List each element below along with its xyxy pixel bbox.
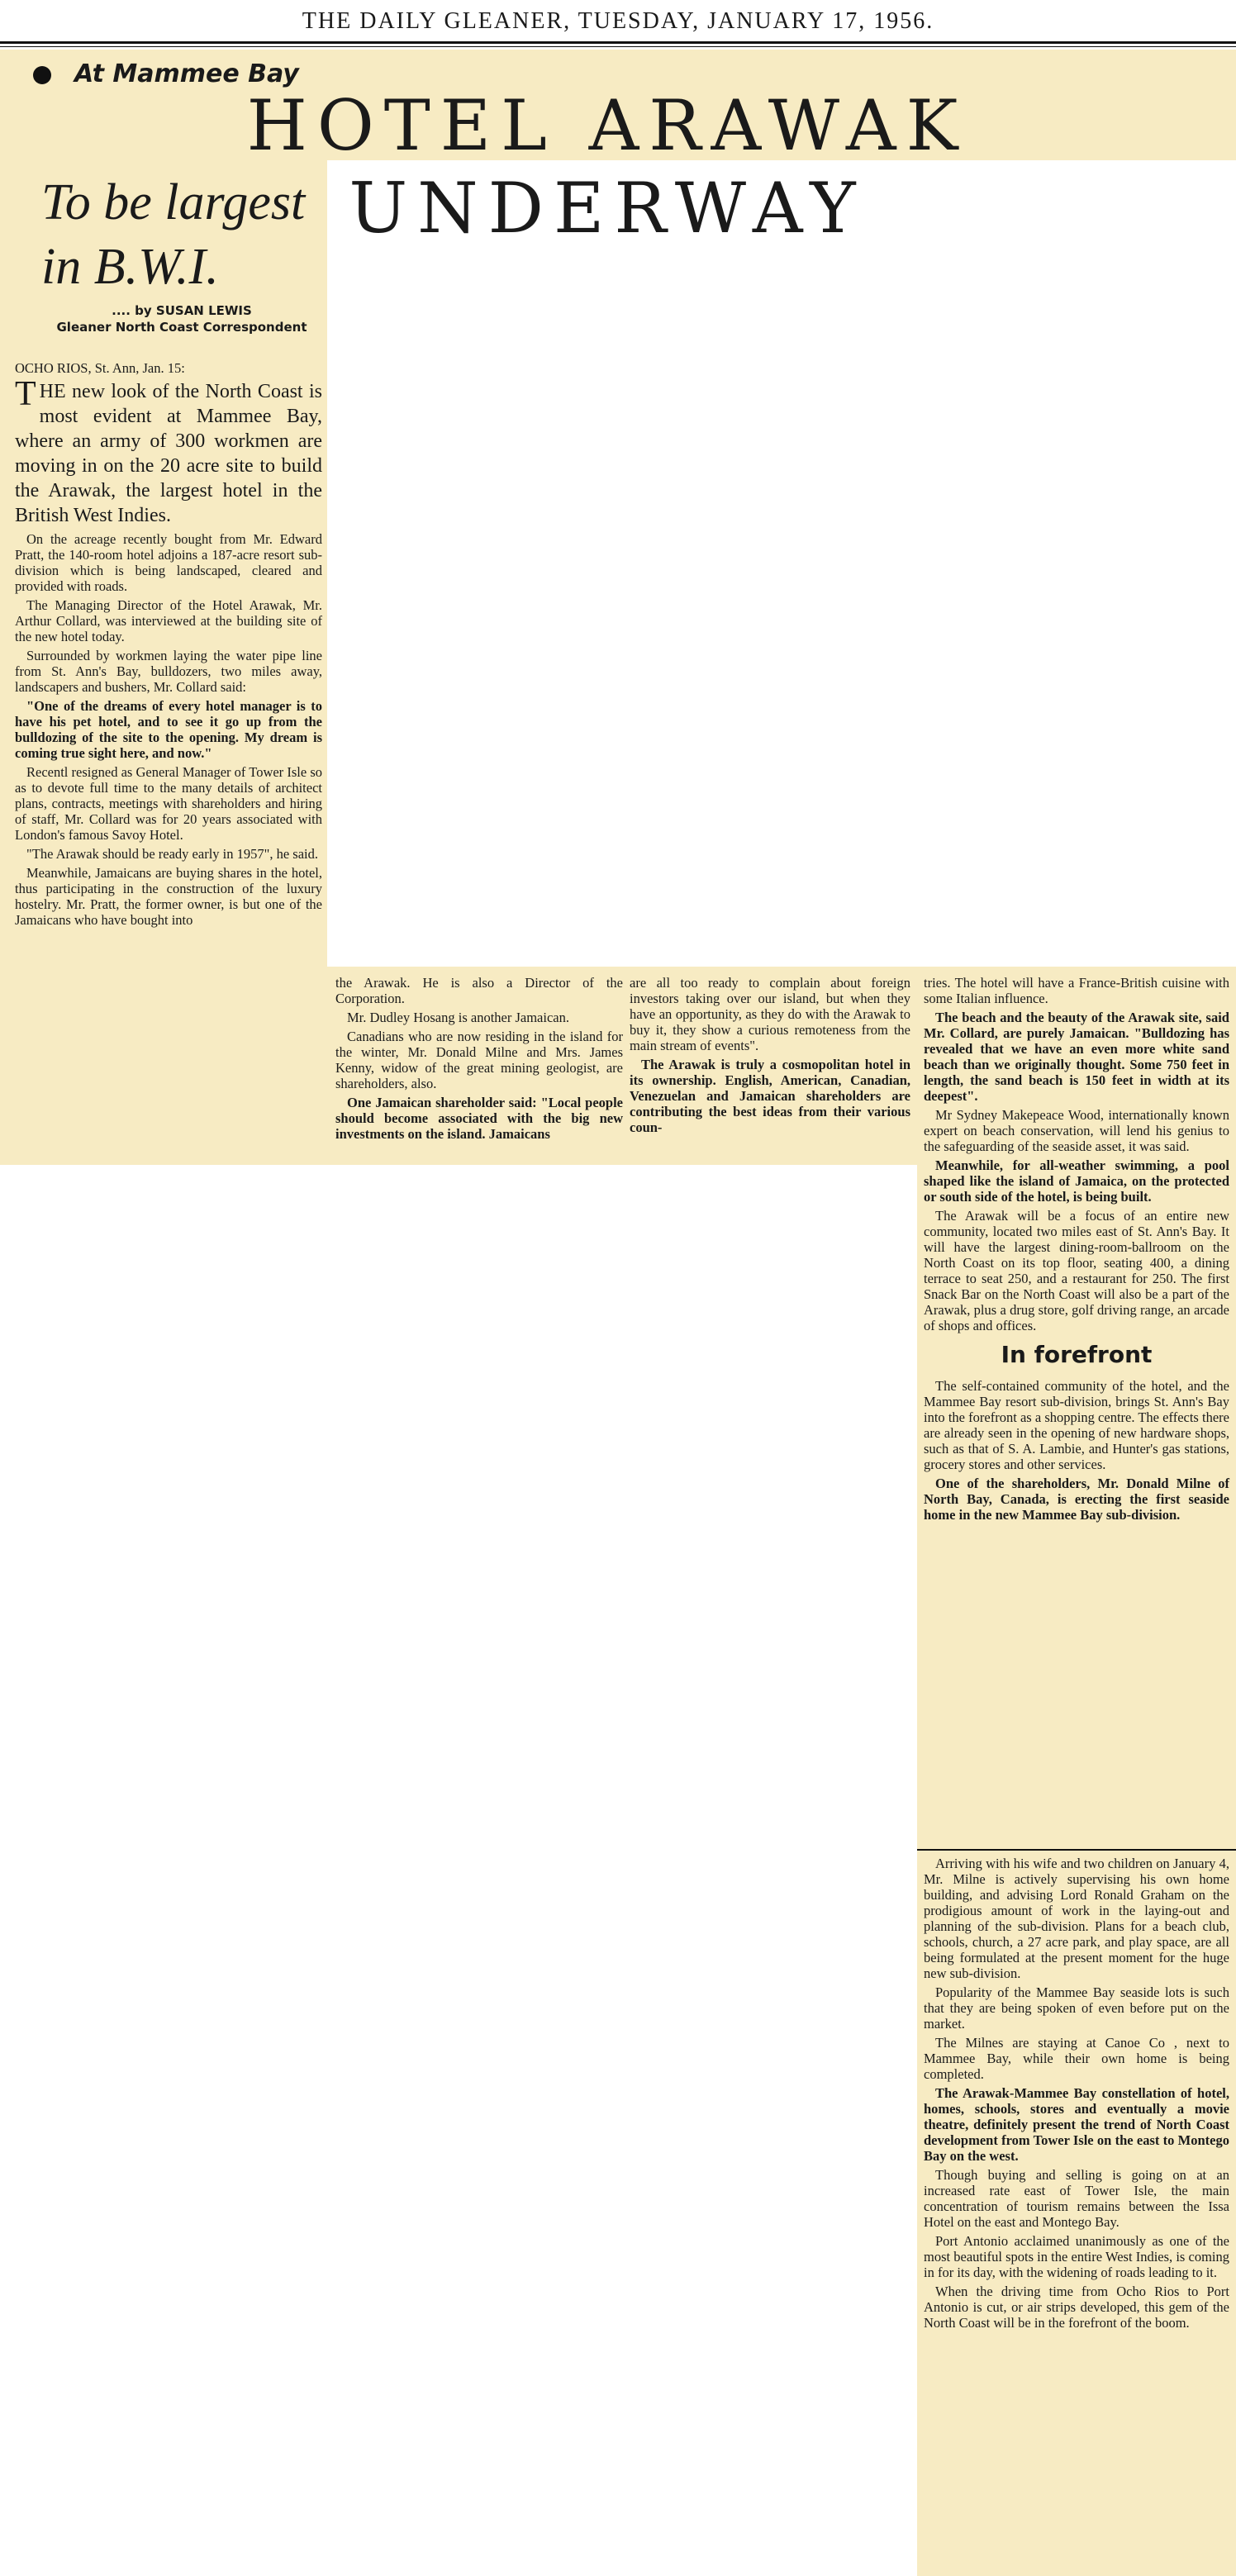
- paragraph: When the driving time from Ocho Rios to Port Antonio is cut, or air strips developed, this gem of the North Coast will be in the forefront of the boom.: [924, 2284, 1229, 2331]
- paragraph: Popularity of the Mammee Bay seaside lots is such that they are being spoken of even before put on the market.: [924, 1984, 1229, 2032]
- paragraph: The self-contained community of the hotel, and the Mammee Bay resort sub-division, brings St. Ann's Bay into the forefront as a shopping centre. The effects there are already seen in the opening of new hardware shops, such as that of S. A. Lambie, and Hunter's gas stations, grocery stores and other services.: [924, 1378, 1229, 1472]
- paragraph: The Milnes are staying at Canoe Co , next to Mammee Bay, while their own home is being completed.: [924, 2035, 1229, 2082]
- paragraph: tries. The hotel will have a France-British cuisine with some Italian influence.: [924, 975, 1229, 1006]
- masthead-rule-thin: [0, 46, 1236, 47]
- dateline: OCHO RIOS, St. Ann, Jan. 15:: [15, 360, 185, 376]
- paragraph: On the acreage recently bought from Mr. Edward Pratt, the 140-room hotel adjoins a 187-acre resort sub-division which is being landscaped, cleared and provided with roads.: [15, 531, 322, 594]
- paragraph: The Arawak will be a focus of an entire new community, located two miles east of St. Ann's Bay. It will have the largest dining-room-ballroom on the North Coast on its top floor, seating 400, a dining terrace to seat 250, and a restaurant for 250. The first Snack Bar on the North Coast will also be a part of the Arawak, plus a drug store, golf driving range, an arcade of shops and offices.: [924, 1208, 1229, 1333]
- lead-paragraph: [15, 375, 322, 528]
- lead-text: HE new look of the North Coast is most evident at Mammee Bay, where an army of 300 workmen are moving in on the 20 acre site to build the Arawak, the largest hotel in the British West Indies.: [15, 381, 322, 526]
- section-subheading: In forefront: [1001, 1341, 1153, 1368]
- paragraph: The Managing Director of the Hotel Arawak, Mr. Arthur Collard, was interviewed at the building site of the new hotel today.: [15, 597, 322, 644]
- paragraph: The Arawak-Mammee Bay constellation of hotel, homes, schools, stores and eventually a movie theatre, definitely present the trend of North Coast development from Tower Isle on the east to Montego Bay on the west.: [924, 2085, 1229, 2164]
- paragraph: Canadians who are now residing in the island for the winter, Mr. Donald Milne and Mrs. James Kenny, widow of the great mining geologist, are shareholders, also.: [335, 1029, 623, 1091]
- paragraph: One of the shareholders, Mr. Donald Milne of North Bay, Canada, is erecting the first seaside home in the new Mammee Bay sub-division.: [924, 1476, 1229, 1523]
- paragraph: the Arawak. He is also a Director of the Corporation.: [335, 975, 623, 1006]
- paragraph: The Arawak is truly a cosmopolitan hotel in its ownership. English, American, Canadian, Venezuelan and Jamaican shareholders are contributing the best ideas from their various coun-: [630, 1057, 910, 1135]
- article-column-2: [335, 975, 623, 1145]
- paragraph: Recentl resigned as General Manager of Tower Isle so as to devote full time to the many details of architect plans, contracts, meetings with shareholders and hiring of staff, Mr. Collard was for 20 years associated with London's famous Savoy Hotel.: [15, 764, 322, 843]
- paragraph: Meanwhile, Jamaicans are buying shares in the hotel, thus participating in the construction of the luxury hostelry. Mr. Pratt, the former owner, is but one of the Jamaicans who have bought into: [15, 865, 322, 928]
- paragraph: Meanwhile, for all-weather swimming, a pool shaped like the island of Jamaica, on the protected or south side of the hotel, is being built.: [924, 1157, 1229, 1205]
- column-divider-rule: [917, 1849, 1236, 1851]
- bullet-icon: [33, 66, 51, 84]
- paragraph: Mr Sydney Makepeace Wood, internationally known expert on beach conservation, will lend his genius to the safeguarding of the seaside asset, it was said.: [924, 1107, 1229, 1154]
- paragraph: are all too ready to complain about foreign investors taking over our island, but when they have an opportunity, as they do with the Arawak to buy it, they show a curious remoteness from the main stream of events".: [630, 975, 910, 1053]
- paragraph: The beach and the beauty of the Arawak site, said Mr. Collard, are purely Jamaican. "Bulldozing has revealed that we have an even more white sand beach than we originally thought. Some 750 feet in length, the sand beach is 150 feet in width at its deepest".: [924, 1010, 1229, 1104]
- article-byline: [50, 302, 314, 335]
- paragraph: Arriving with his wife and two children on January 4, Mr. Milne is actively supervising his own home building, and advising Lord Ronald Graham on the prodigious amount of work in the laying-out and planning of the sub-division. Plans for a beach club, schools, church, a 27 acre park, and play space, are all being formulated at the present moment for the huge new sub-division.: [924, 1856, 1229, 1981]
- article-headline: HOTEL ARAWAK UNDERWAY: [246, 85, 968, 249]
- byline-author: .... by SUSAN LEWIS: [112, 303, 252, 318]
- article-column-4: [924, 975, 1229, 1526]
- newspaper-masthead: THE DAILY GLEANER, TUESDAY, JANUARY 17, 1956.: [302, 8, 934, 34]
- paragraph: Port Antonio acclaimed unanimously as one of the most beautiful spots in the entire West Indies, is coming in for its day, with the widening of roads leading to it.: [924, 2233, 1229, 2280]
- byline-role: Gleaner North Coast Correspondent: [56, 320, 307, 335]
- article-column-3: [630, 975, 910, 1138]
- paragraph: One Jamaican shareholder said: "Local people should become associated with the big new investments on the island. Jamaicans: [335, 1095, 623, 1142]
- paragraph: Though buying and selling is going on at an increased rate east of Tower Isle, the main concentration of tourism remains between the Issa Hotel on the east and Montego Bay.: [924, 2167, 1229, 2230]
- drop-cap: T: [15, 375, 36, 413]
- article-subhead: To be largest in B.W.I.: [41, 174, 306, 295]
- kicker-text: At Mammee Bay: [74, 59, 299, 88]
- quote-paragraph: "One of the dreams of every hotel manager is to have his pet hotel, and to see it go up from the bulldozing of the site to the opening. My dream is coming true sight here, and now.": [15, 698, 322, 761]
- masthead-rule: [0, 41, 1236, 44]
- paragraph: "The Arawak should be ready early in 1957", he said.: [26, 846, 318, 862]
- article-column-1: [15, 360, 322, 931]
- paragraph: Mr. Dudley Hosang is another Jamaican.: [347, 1010, 569, 1025]
- article-column-5: [924, 1856, 1229, 2334]
- paragraph: Surrounded by workmen laying the water pipe line from St. Ann's Bay, bulldozers, two miles away, landscapers and bushers, Mr. Collard said:: [15, 648, 322, 695]
